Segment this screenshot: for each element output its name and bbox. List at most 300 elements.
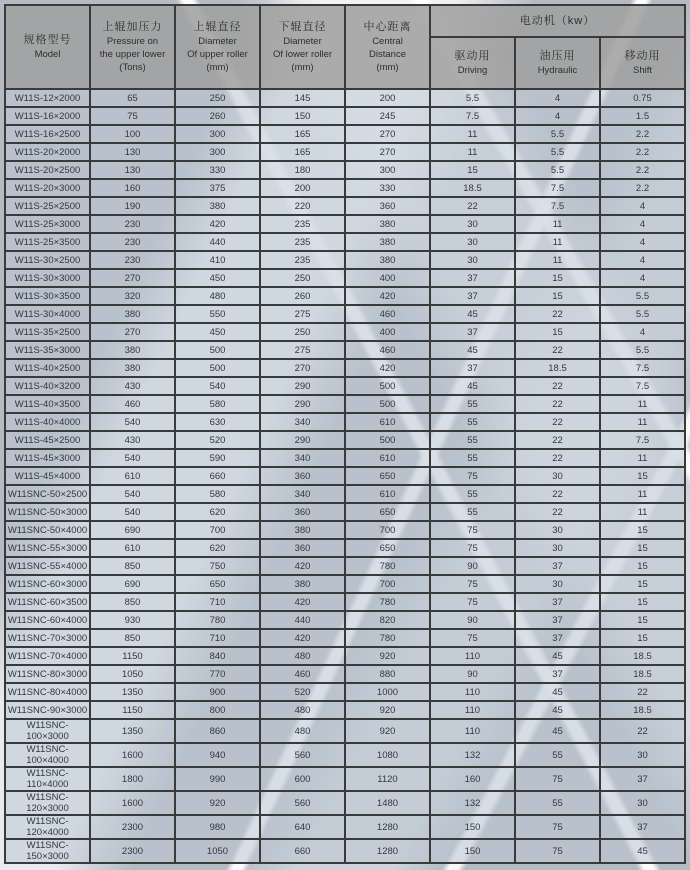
cell-hydraulic: 75 (515, 767, 600, 791)
cell-pressure: 610 (90, 467, 175, 485)
cell-driving: 55 (430, 485, 515, 503)
cell-upper-diameter: 580 (175, 485, 260, 503)
cell-driving: 45 (430, 305, 515, 323)
cell-lower-diameter: 145 (260, 89, 345, 107)
cell-hydraulic: 30 (515, 575, 600, 593)
cell-central-distance: 330 (345, 179, 430, 197)
cell-central-distance: 380 (345, 251, 430, 269)
cell-lower-diameter: 480 (260, 701, 345, 719)
cell-driving: 90 (430, 557, 515, 575)
cell-shift: 30 (600, 743, 685, 767)
cell-model: W11S-40×3200 (5, 377, 90, 395)
cell-shift: 5.5 (600, 287, 685, 305)
cell-hydraulic: 15 (515, 323, 600, 341)
table-row (5, 647, 685, 665)
cell-lower-diameter: 290 (260, 377, 345, 395)
cell-hydraulic: 22 (515, 377, 600, 395)
cell-central-distance: 1120 (345, 767, 430, 791)
cell-shift: 7.5 (600, 359, 685, 377)
cell-pressure: 130 (90, 143, 175, 161)
table-row (5, 179, 685, 197)
cell-pressure: 380 (90, 359, 175, 377)
header-pressure-unit: (Tons) (119, 62, 146, 73)
cell-model: W11S-30×2500 (5, 251, 90, 269)
cell-shift: 2.2 (600, 179, 685, 197)
cell-hydraulic: 75 (515, 839, 600, 863)
spec-table (4, 4, 686, 864)
table-row (5, 629, 685, 647)
cell-shift: 22 (600, 683, 685, 701)
cell-lower-diameter: 480 (260, 719, 345, 743)
cell-driving: 37 (430, 359, 515, 377)
cell-pressure: 540 (90, 449, 175, 467)
table-row (5, 413, 685, 431)
cell-driving: 150 (430, 815, 515, 839)
table-row (5, 743, 685, 767)
cell-upper-diameter: 330 (175, 161, 260, 179)
cell-pressure: 230 (90, 251, 175, 269)
cell-pressure: 430 (90, 431, 175, 449)
header-lower-zh: 下辊直径 (278, 21, 327, 33)
cell-pressure: 320 (90, 287, 175, 305)
cell-hydraulic: 37 (515, 611, 600, 629)
cell-lower-diameter: 290 (260, 431, 345, 449)
cell-pressure: 100 (90, 125, 175, 143)
table-row (5, 215, 685, 233)
cell-model: W11S-30×3500 (5, 287, 90, 305)
table-row (5, 89, 685, 107)
cell-model: W11SNC-80×3000 (5, 665, 90, 683)
cell-lower-diameter: 420 (260, 557, 345, 575)
cell-model: W11SNC-50×3000 (5, 503, 90, 521)
cell-lower-diameter: 150 (260, 107, 345, 125)
cell-model: W11SNC-55×4000 (5, 557, 90, 575)
cell-pressure: 460 (90, 395, 175, 413)
cell-lower-diameter: 165 (260, 143, 345, 161)
cell-hydraulic: 7.5 (515, 179, 600, 197)
cell-central-distance: 650 (345, 467, 430, 485)
header-driving-zh: 驱动用 (454, 50, 491, 62)
cell-central-distance: 650 (345, 539, 430, 557)
table-row (5, 593, 685, 611)
header-row-top (5, 5, 685, 37)
cell-lower-diameter: 165 (260, 125, 345, 143)
header-motor-label: 电动机（kw） (519, 14, 596, 27)
table-row (5, 161, 685, 179)
cell-upper-diameter: 300 (175, 125, 260, 143)
cell-hydraulic: 30 (515, 539, 600, 557)
header-pressure-en1: Pressure on (106, 36, 159, 47)
cell-upper-diameter: 520 (175, 431, 260, 449)
cell-upper-diameter: 380 (175, 197, 260, 215)
cell-shift: 0.75 (600, 89, 685, 107)
table-row (5, 791, 685, 815)
cell-model: W11SNC-150×3000 (5, 839, 90, 863)
cell-pressure: 540 (90, 503, 175, 521)
cell-driving: 75 (430, 629, 515, 647)
cell-lower-diameter: 220 (260, 197, 345, 215)
cell-central-distance: 780 (345, 629, 430, 647)
table-row (5, 521, 685, 539)
cell-central-distance: 200 (345, 89, 430, 107)
cell-hydraulic: 7.5 (515, 197, 600, 215)
cell-lower-diameter: 380 (260, 521, 345, 539)
cell-upper-diameter: 375 (175, 179, 260, 197)
cell-shift: 15 (600, 539, 685, 557)
cell-hydraulic: 22 (515, 431, 600, 449)
cell-hydraulic: 18.5 (515, 359, 600, 377)
cell-driving: 22 (430, 197, 515, 215)
cell-central-distance: 400 (345, 269, 430, 287)
header-pressure-zh: 上辊加压力 (102, 21, 163, 33)
header-pressure-en2: the upper lower (99, 49, 166, 60)
cell-driving: 90 (430, 665, 515, 683)
cell-upper-diameter: 420 (175, 215, 260, 233)
cell-shift: 11 (600, 485, 685, 503)
cell-lower-diameter: 235 (260, 215, 345, 233)
cell-hydraulic: 37 (515, 629, 600, 647)
cell-shift: 2.2 (600, 143, 685, 161)
cell-driving: 132 (430, 743, 515, 767)
cell-upper-diameter: 540 (175, 377, 260, 395)
cell-shift: 18.5 (600, 701, 685, 719)
cell-upper-diameter: 860 (175, 719, 260, 743)
cell-model: W11S-40×3500 (5, 395, 90, 413)
cell-model: W11SNC-110×4000 (5, 767, 90, 791)
cell-pressure: 2300 (90, 815, 175, 839)
table-row (5, 611, 685, 629)
cell-shift: 1.5 (600, 107, 685, 125)
cell-hydraulic: 11 (515, 251, 600, 269)
cell-upper-diameter: 480 (175, 287, 260, 305)
cell-pressure: 540 (90, 485, 175, 503)
cell-model: W11S-25×3000 (5, 215, 90, 233)
cell-lower-diameter: 235 (260, 251, 345, 269)
cell-shift: 15 (600, 467, 685, 485)
cell-upper-diameter: 630 (175, 413, 260, 431)
header-upper-unit: (mm) (206, 62, 229, 73)
cell-hydraulic: 22 (515, 395, 600, 413)
cell-shift: 18.5 (600, 665, 685, 683)
cell-model: W11S-30×4000 (5, 305, 90, 323)
cell-driving: 15 (430, 161, 515, 179)
cell-model: W11S-40×4000 (5, 413, 90, 431)
cell-central-distance: 380 (345, 233, 430, 251)
cell-lower-diameter: 275 (260, 305, 345, 323)
cell-lower-diameter: 360 (260, 467, 345, 485)
cell-upper-diameter: 920 (175, 791, 260, 815)
cell-shift: 22 (600, 719, 685, 743)
cell-upper-diameter: 1050 (175, 839, 260, 863)
cell-model: W11S-45×2500 (5, 431, 90, 449)
cell-model: W11SNC-90×3000 (5, 701, 90, 719)
cell-hydraulic: 22 (515, 341, 600, 359)
cell-pressure: 690 (90, 521, 175, 539)
cell-pressure: 270 (90, 323, 175, 341)
cell-upper-diameter: 500 (175, 341, 260, 359)
cell-driving: 30 (430, 251, 515, 269)
cell-model: W11S-30×3000 (5, 269, 90, 287)
cell-hydraulic: 4 (515, 107, 600, 125)
cell-shift: 5.5 (600, 341, 685, 359)
cell-driving: 11 (430, 143, 515, 161)
cell-upper-diameter: 590 (175, 449, 260, 467)
cell-shift: 15 (600, 593, 685, 611)
cell-hydraulic: 22 (515, 485, 600, 503)
cell-lower-diameter: 640 (260, 815, 345, 839)
cell-central-distance: 610 (345, 485, 430, 503)
cell-lower-diameter: 340 (260, 449, 345, 467)
cell-upper-diameter: 260 (175, 107, 260, 125)
table-header (5, 5, 685, 89)
cell-upper-diameter: 500 (175, 359, 260, 377)
cell-upper-diameter: 450 (175, 323, 260, 341)
cell-shift: 5.5 (600, 305, 685, 323)
cell-central-distance: 700 (345, 521, 430, 539)
cell-driving: 11 (430, 125, 515, 143)
cell-lower-diameter: 420 (260, 593, 345, 611)
cell-upper-diameter: 580 (175, 395, 260, 413)
cell-shift: 2.2 (600, 161, 685, 179)
header-lower-en2: Of lower roller (272, 49, 333, 60)
table-row (5, 839, 685, 863)
table-row (5, 467, 685, 485)
cell-shift: 15 (600, 521, 685, 539)
cell-hydraulic: 30 (515, 521, 600, 539)
cell-lower-diameter: 180 (260, 161, 345, 179)
table-row (5, 485, 685, 503)
cell-lower-diameter: 250 (260, 269, 345, 287)
cell-driving: 55 (430, 413, 515, 431)
cell-driving: 18.5 (430, 179, 515, 197)
cell-hydraulic: 5.5 (515, 125, 600, 143)
cell-hydraulic: 22 (515, 503, 600, 521)
cell-lower-diameter: 560 (260, 791, 345, 815)
table-row (5, 143, 685, 161)
table-row (5, 125, 685, 143)
cell-pressure: 75 (90, 107, 175, 125)
header-hydraulic (515, 37, 600, 89)
cell-driving: 75 (430, 575, 515, 593)
cell-model: W11SNC-50×4000 (5, 521, 90, 539)
cell-model: W11S-45×3000 (5, 449, 90, 467)
cell-hydraulic: 37 (515, 593, 600, 611)
cell-model: W11SNC-55×3000 (5, 539, 90, 557)
cell-lower-diameter: 235 (260, 233, 345, 251)
cell-upper-diameter: 710 (175, 629, 260, 647)
table-row (5, 197, 685, 215)
cell-model: W11S-20×2500 (5, 161, 90, 179)
cell-pressure: 230 (90, 215, 175, 233)
header-lower-en1: Diameter (283, 36, 322, 47)
header-shift (600, 37, 685, 89)
cell-central-distance: 500 (345, 377, 430, 395)
cell-hydraulic: 15 (515, 287, 600, 305)
header-lower-diameter (260, 5, 345, 89)
cell-central-distance: 700 (345, 575, 430, 593)
cell-pressure: 380 (90, 341, 175, 359)
header-upper-diameter (175, 5, 260, 89)
cell-pressure: 610 (90, 539, 175, 557)
cell-pressure: 850 (90, 593, 175, 611)
cell-model: W11S-16×2500 (5, 125, 90, 143)
cell-driving: 30 (430, 215, 515, 233)
cell-pressure: 1150 (90, 701, 175, 719)
cell-lower-diameter: 270 (260, 359, 345, 377)
table-row (5, 377, 685, 395)
cell-upper-diameter: 750 (175, 557, 260, 575)
cell-central-distance: 270 (345, 143, 430, 161)
cell-central-distance: 920 (345, 647, 430, 665)
cell-driving: 55 (430, 503, 515, 521)
header-central-en1: Central (372, 36, 403, 47)
cell-model: W11SNC-80×4000 (5, 683, 90, 701)
cell-driving: 110 (430, 647, 515, 665)
cell-hydraulic: 45 (515, 719, 600, 743)
table-row (5, 359, 685, 377)
header-central-en2: Distance (369, 49, 406, 60)
cell-lower-diameter: 260 (260, 287, 345, 305)
cell-model: W11SNC-70×3000 (5, 629, 90, 647)
header-shift-zh: 移动用 (624, 50, 661, 62)
cell-model: W11S-25×2500 (5, 197, 90, 215)
cell-pressure: 430 (90, 377, 175, 395)
cell-central-distance: 650 (345, 503, 430, 521)
cell-hydraulic: 22 (515, 305, 600, 323)
cell-central-distance: 920 (345, 719, 430, 743)
cell-central-distance: 300 (345, 161, 430, 179)
cell-driving: 110 (430, 719, 515, 743)
cell-hydraulic: 11 (515, 233, 600, 251)
cell-pressure: 540 (90, 413, 175, 431)
cell-lower-diameter: 290 (260, 395, 345, 413)
header-model-en: Model (34, 49, 61, 60)
cell-upper-diameter: 900 (175, 683, 260, 701)
cell-hydraulic: 37 (515, 665, 600, 683)
cell-model: W11SNC-60×4000 (5, 611, 90, 629)
cell-upper-diameter: 300 (175, 143, 260, 161)
table-row (5, 449, 685, 467)
cell-hydraulic: 75 (515, 815, 600, 839)
cell-driving: 37 (430, 323, 515, 341)
table-row (5, 665, 685, 683)
cell-shift: 18.5 (600, 647, 685, 665)
cell-driving: 110 (430, 701, 515, 719)
cell-lower-diameter: 520 (260, 683, 345, 701)
cell-pressure: 160 (90, 179, 175, 197)
cell-shift: 11 (600, 503, 685, 521)
cell-lower-diameter: 380 (260, 575, 345, 593)
cell-pressure: 130 (90, 161, 175, 179)
cell-central-distance: 920 (345, 701, 430, 719)
cell-pressure: 1600 (90, 743, 175, 767)
cell-pressure: 1050 (90, 665, 175, 683)
cell-model: W11S-35×3000 (5, 341, 90, 359)
header-pressure (90, 5, 175, 89)
cell-shift: 4 (600, 251, 685, 269)
cell-upper-diameter: 660 (175, 467, 260, 485)
cell-model: W11SNC-120×3000 (5, 791, 90, 815)
cell-driving: 150 (430, 839, 515, 863)
header-driving (430, 37, 515, 89)
table-row (5, 503, 685, 521)
cell-upper-diameter: 410 (175, 251, 260, 269)
header-shift-en: Shift (632, 65, 652, 76)
table-row (5, 575, 685, 593)
table-row (5, 269, 685, 287)
header-central-zh: 中心距离 (363, 21, 412, 33)
cell-pressure: 230 (90, 233, 175, 251)
cell-lower-diameter: 275 (260, 341, 345, 359)
cell-upper-diameter: 940 (175, 743, 260, 767)
header-hydraulic-en: Hydraulic (537, 65, 578, 76)
cell-central-distance: 1280 (345, 839, 430, 863)
table-row (5, 107, 685, 125)
cell-lower-diameter: 250 (260, 323, 345, 341)
cell-pressure: 270 (90, 269, 175, 287)
header-central-distance (345, 5, 430, 89)
header-lower-unit: (mm) (291, 62, 314, 73)
cell-driving: 132 (430, 791, 515, 815)
cell-upper-diameter: 620 (175, 503, 260, 521)
cell-driving: 90 (430, 611, 515, 629)
cell-lower-diameter: 360 (260, 503, 345, 521)
cell-hydraulic: 45 (515, 647, 600, 665)
cell-driving: 37 (430, 269, 515, 287)
cell-model: W11S-20×2000 (5, 143, 90, 161)
cell-driving: 45 (430, 341, 515, 359)
cell-hydraulic: 55 (515, 791, 600, 815)
header-hydraulic-zh: 油压用 (539, 50, 576, 62)
table-row (5, 287, 685, 305)
cell-model: W11S-45×4000 (5, 467, 90, 485)
cell-central-distance: 460 (345, 341, 430, 359)
cell-upper-diameter: 650 (175, 575, 260, 593)
header-model-zh: 规格型号 (23, 34, 72, 46)
cell-central-distance: 270 (345, 125, 430, 143)
cell-hydraulic: 37 (515, 557, 600, 575)
cell-lower-diameter: 480 (260, 647, 345, 665)
cell-upper-diameter: 440 (175, 233, 260, 251)
cell-shift: 11 (600, 413, 685, 431)
cell-shift: 7.5 (600, 431, 685, 449)
cell-hydraulic: 22 (515, 413, 600, 431)
cell-hydraulic: 15 (515, 269, 600, 287)
cell-pressure: 1350 (90, 683, 175, 701)
cell-model: W11S-16×2000 (5, 107, 90, 125)
cell-central-distance: 245 (345, 107, 430, 125)
cell-lower-diameter: 340 (260, 485, 345, 503)
cell-central-distance: 610 (345, 449, 430, 467)
header-motor (430, 5, 685, 37)
cell-driving: 75 (430, 539, 515, 557)
cell-pressure: 65 (90, 89, 175, 107)
cell-pressure: 850 (90, 629, 175, 647)
cell-shift: 4 (600, 215, 685, 233)
cell-upper-diameter: 710 (175, 593, 260, 611)
cell-pressure: 2300 (90, 839, 175, 863)
cell-upper-diameter: 620 (175, 539, 260, 557)
cell-model: W11SNC-60×3000 (5, 575, 90, 593)
cell-shift: 37 (600, 767, 685, 791)
cell-pressure: 1150 (90, 647, 175, 665)
cell-upper-diameter: 770 (175, 665, 260, 683)
cell-pressure: 1800 (90, 767, 175, 791)
table-row (5, 395, 685, 413)
cell-driving: 30 (430, 233, 515, 251)
table-row (5, 251, 685, 269)
table-row (5, 557, 685, 575)
